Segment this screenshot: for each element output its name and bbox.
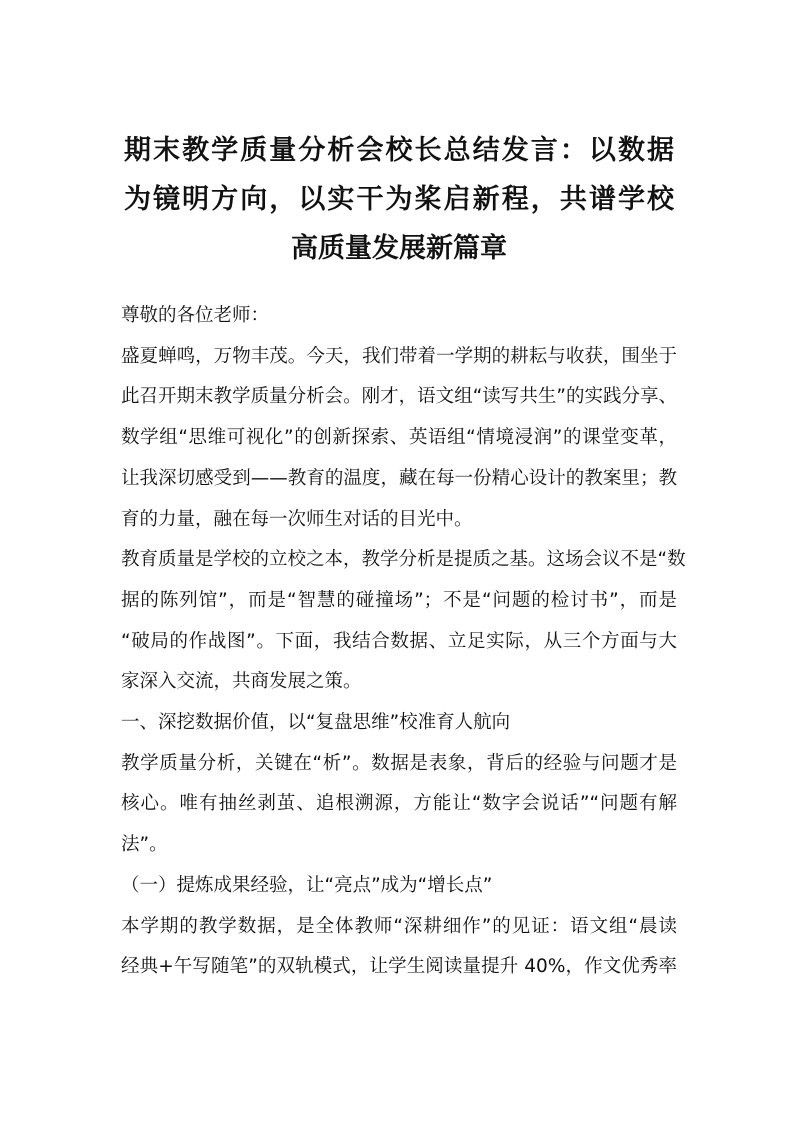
paragraph-line: （一）提炼成果经验，让“亮点”成为“增长点” — [121, 874, 493, 896]
paragraph-line: 育的力量，融在每一次师生对话的目光中。 — [121, 508, 473, 530]
paragraph-line: 据的陈列馆”，而是“智慧的碰撞场”；不是“问题的检讨书”，而是 — [121, 589, 677, 611]
paragraph — [121, 703, 677, 744]
paragraph-line: 盛夏蝉鸣，万物丰茂。今天，我们带着一学期的耕耘与收获，围坐于 — [121, 345, 677, 367]
title-line: 期末教学质量分析会校长总结发言：以数据 — [124, 135, 674, 166]
paragraph-line: 一、深挖数据价值，以“复盘思维”校准育人航向 — [121, 712, 511, 734]
paragraph-line: 教育质量是学校的立校之本，教学分析是提质之基。这场会议不是“数 — [121, 549, 686, 571]
paragraph — [121, 907, 677, 988]
paragraph-line: 让我深切感受到——教育的温度，藏在每一份精心设计的教案里；教 — [121, 467, 677, 489]
paragraph-line: 核心。唯有抽丝剥茧、追根溯源，方能让“数字会说话”“问题有解 — [121, 793, 677, 815]
paragraph — [121, 540, 686, 703]
paragraph — [121, 337, 677, 541]
paragraph — [121, 866, 677, 907]
title-line: 为镜明方向，以实干为桨启新程，共谱学校 — [124, 184, 674, 215]
paragraph — [121, 296, 677, 337]
title-line: 高质量发展新篇章 — [291, 233, 507, 264]
paragraph — [121, 744, 677, 866]
paragraph-line: 尊敬的各位老师： — [121, 305, 270, 326]
document-title — [124, 126, 674, 273]
paragraph-line: 经典+午写随笔”的双轨模式，让学生阅读量提升 40%，作文优秀率 — [121, 956, 677, 978]
paragraph-line: 本学期的教学数据，是全体教师“深耕细作”的见证：语文组“晨读 — [121, 915, 677, 937]
paragraph-line: 数学组“思维可视化”的创新探索、英语组“情境浸润”的课堂变革， — [121, 427, 677, 449]
paragraph-line: 家深入交流，共商发展之策。 — [121, 671, 362, 693]
paragraph-line: 教学质量分析，关键在“析”。数据是表象，背后的经验与问题才是 — [121, 752, 677, 774]
paragraph-line: 法”。 — [121, 834, 168, 856]
paragraph-line: 此召开期末教学质量分析会。刚才，语文组“读写共生”的实践分享、 — [121, 386, 677, 408]
document-body — [121, 296, 686, 988]
paragraph-line: “破局的作战图”。下面，我结合数据、立足实际，从三个方面与大 — [121, 630, 677, 652]
